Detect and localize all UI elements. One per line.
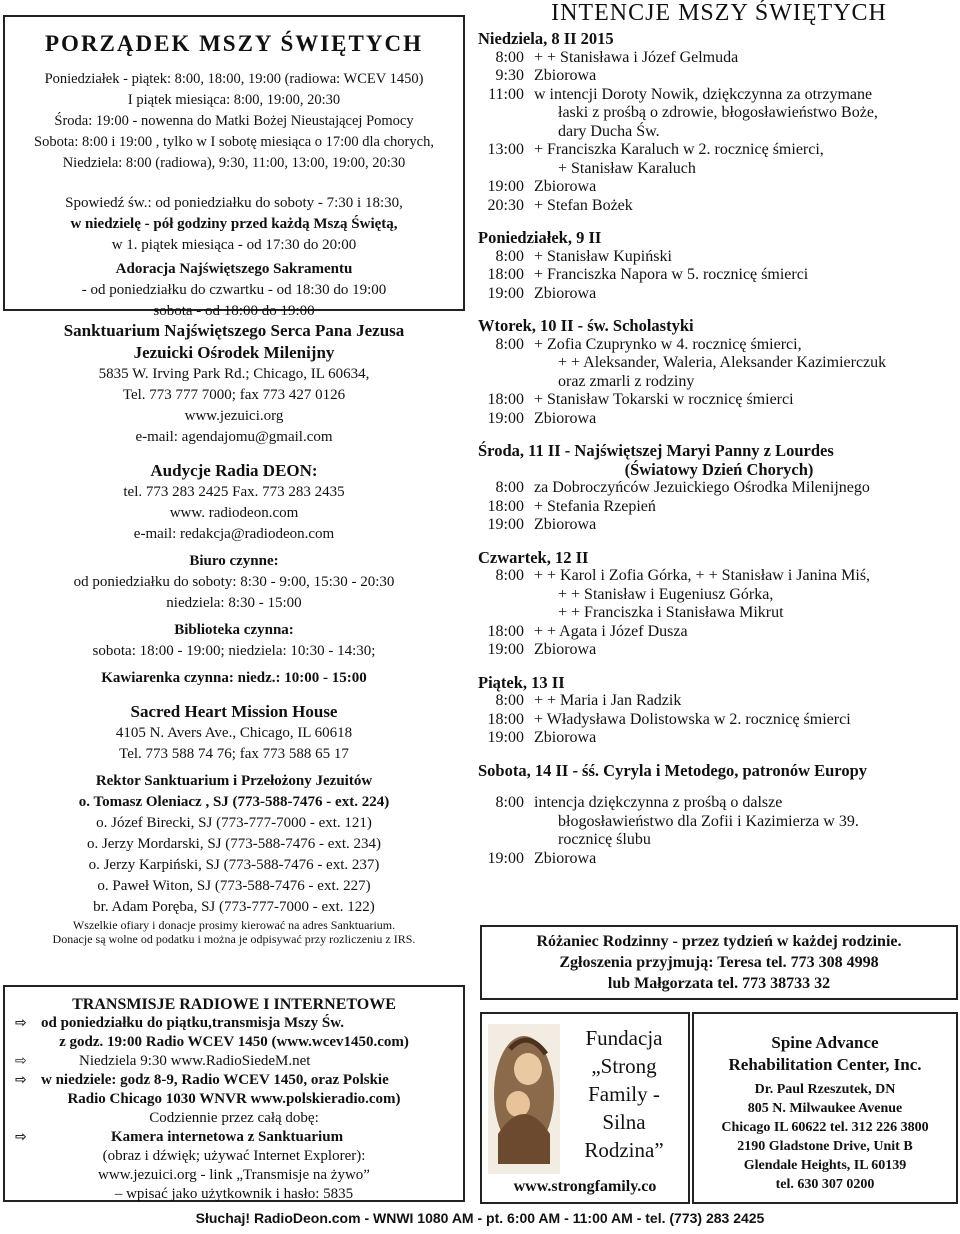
mass-intention-text: Zbiorowa <box>534 849 597 867</box>
broadcast-line: z godz. 19:00 Radio WCEV 1450 (www.wcev1450.com) <box>59 1034 409 1050</box>
mass-intention-text: + Władysława Dolistowska w 2. rocznicę śmierci <box>534 710 851 728</box>
broadcast-line: Radio Chicago 1030 WNVR www.polskieradio.com) <box>67 1091 401 1107</box>
broadcast-line: Niedziela 9:30 www.RadioSiedeM.net <box>79 1053 311 1069</box>
mass-intention-text: + Stefan Bożek <box>534 196 633 214</box>
mass-intention-continued: rocznicę ślubu <box>558 831 651 848</box>
mass-intention-text: + + Agata i Józef Dusza <box>534 622 688 640</box>
mass-time: 18:00 <box>487 391 524 408</box>
mass-intention <box>478 498 960 517</box>
mass-intention <box>478 623 960 642</box>
priest-line: br. Adam Poręba, SJ (773-777-7000 - ext. 122) <box>93 899 375 915</box>
schedule-line: Niedziela: 8:00 (radiowa), 9:30, 11:00, 13:00, 19:00, 20:30 <box>62 155 406 171</box>
adoration-schedule <box>5 259 463 322</box>
mass-time: 8:00 <box>495 794 524 811</box>
mass-time: 18:00 <box>487 266 524 283</box>
broadcast-box <box>3 985 465 1202</box>
rector-title: Rektor Sanktuarium i Przełożony Jezuitów <box>95 773 373 789</box>
mass-schedule-lines <box>5 69 463 174</box>
mass-time: 18:00 <box>487 622 524 640</box>
mass-intention <box>478 641 960 660</box>
confession-schedule <box>5 193 463 256</box>
mass-intention <box>478 141 960 160</box>
mass-time: 8:00 <box>495 692 524 709</box>
mass-intention-text: Zbiorowa <box>534 516 597 533</box>
adoration-title: Adoracja Najświętszego Sakramentu <box>115 261 353 277</box>
mass-intention-text: + Stanisław Kupiński <box>534 247 672 265</box>
mass-intention <box>478 516 960 535</box>
radio-website[interactable]: www. radiodeon.com <box>169 505 299 521</box>
priest-line: o. Jerzy Karpiński, SJ (773-588-7476 - ext. 237) <box>88 857 380 873</box>
intentions-list <box>478 30 960 868</box>
foundation-line: Fundacja <box>585 1026 663 1050</box>
day-subheading: (Światowy Dzień Chorych) <box>624 459 814 479</box>
library-hours: sobota: 18:00 - 19:00; niedziela: 10:30 - 14:30; <box>92 643 376 659</box>
confession-line: w 1. piątek miesiąca - od 17:30 do 20:00 <box>111 237 357 253</box>
sanctuary-name: Sanktuarium Najświętszego Serca Pana Jezusa <box>63 321 405 340</box>
day-heading: Poniedziałek, 9 II <box>478 228 602 247</box>
foundation-line: Rodzina” <box>584 1138 664 1162</box>
mass-intention-text: w intencji Doroty Nowik, dziękczynna za otrzymane <box>534 85 873 103</box>
day-heading: Niedziela, 8 II 2015 <box>478 29 614 48</box>
spine-line: Dr. Paul Rzeszutek, DN <box>754 1082 896 1097</box>
mass-intention <box>478 410 960 429</box>
schedule-line: I piątek miesiąca: 8:00, 19:00, 20:30 <box>127 92 341 108</box>
mass-intention-text: + Franciszka Napora w 5. rocznicę śmierci <box>534 266 809 283</box>
cafe-hours: Kawiarenka czynna: niedz.: 10:00 - 15:00 <box>101 670 367 686</box>
rosary-line: lub Małgorzata tel. 773 38733 32 <box>607 975 831 992</box>
rosary-box <box>480 925 958 1000</box>
mass-intention-text: za Dobroczyńców Jezuickiego Ośrodka Milenijnego <box>534 479 870 496</box>
foundation-text <box>560 1024 688 1164</box>
mass-intention-text: Zbiorowa <box>534 641 597 658</box>
mass-intention-text: + + Karol i Zofia Górka, + + Stanisław i Janina Miś, <box>534 567 871 584</box>
day-heading: Wtorek, 10 II - św. Scholastyki <box>478 316 694 335</box>
mass-intention <box>478 711 960 730</box>
office-hours-sunday: niedziela: 8:30 - 15:00 <box>166 595 302 611</box>
broadcast-line: w niedziele: godz 8-9, Radio WCEV 1450, oraz Polskie <box>41 1072 389 1088</box>
mass-intention-continued: błogosławieństwo dla Zofii i Kazimierza w 39. <box>558 812 859 830</box>
priest-line: o. Józef Birecki, SJ (773-777-7000 - ext. 121) <box>96 815 372 831</box>
mass-intention-continued: łaski z prośbą o zdrowie, błogosławieństwo Boże, <box>558 104 878 121</box>
mass-intention <box>478 285 960 304</box>
mass-intention <box>478 567 960 586</box>
mass-time: 8:00 <box>495 479 524 496</box>
spine-line: Spine Advance <box>771 1033 879 1052</box>
broadcast-line: – wpisać jako użytkownik i hasło: 5835 <box>114 1186 354 1202</box>
office-title: Biuro czynne: <box>189 553 279 569</box>
mass-intention-text: Zbiorowa <box>534 409 597 427</box>
mass-time: 9:30 <box>495 67 524 84</box>
mass-time: 19:00 <box>487 849 524 867</box>
schedule-line: Środa: 19:00 - nowenna do Matki Bożej Nieustającej Pomocy <box>54 113 414 129</box>
mass-intention-text: + Zofia Czuprynko w 4. rocznicę śmierci, <box>534 335 802 353</box>
library-title: Biblioteka czynna: <box>174 622 294 638</box>
mission-address: 4105 N. Avers Ave., Chicago, IL 60618 <box>115 725 353 741</box>
mass-intention-text: Zbiorowa <box>534 67 597 84</box>
spine-line: Chicago IL 60622 tel. 312 226 3800 <box>721 1120 929 1135</box>
mass-time: 18:00 <box>487 710 524 728</box>
arrow-right-icon: ⇨ <box>15 1129 27 1145</box>
mass-time: 19:00 <box>487 284 524 302</box>
mass-time: 8:00 <box>495 335 524 353</box>
mass-time: 11:00 <box>488 85 524 103</box>
confession-line: w niedzielę - pół godziny przed każdą Mszą Świętą, <box>70 216 398 232</box>
arrow-right-icon: ⇨ <box>15 1015 27 1031</box>
confession-line: Spowiedź św.: od poniedziałku do soboty - 7:30 i 18:30, <box>65 195 403 211</box>
foundation-line: Silna <box>602 1110 646 1134</box>
sanctuary-website[interactable]: www.jezuici.org <box>184 408 284 424</box>
mass-intention <box>478 67 960 86</box>
rosary-line: Różaniec Rodzinny - przez tydzień w każdej rodzinie. <box>536 933 902 950</box>
radio-email[interactable]: e-mail: redakcja@radiodeon.com <box>133 526 335 542</box>
mission-title: Sacred Heart Mission House <box>130 702 338 721</box>
mass-time: 19:00 <box>487 641 524 658</box>
schedule-line: Sobota: 8:00 i 19:00 , tylko w I sobotę miesiąca o 17:00 dla chorych, <box>34 134 434 150</box>
broadcast-title: TRANSMISJE RADIOWE I INTERNETOWE <box>72 996 396 1013</box>
mass-intention-text: Zbiorowa <box>534 729 597 746</box>
mass-intention-text: + + Maria i Jan Radzik <box>534 692 682 709</box>
mass-intention-continued: + + Aleksander, Waleria, Aleksander Kazimierczuk <box>558 354 887 371</box>
broadcast-line: od poniedziałku do piątku,transmisja Mszy Św. <box>41 1015 344 1031</box>
foundation-website[interactable]: www.strongfamily.co <box>513 1178 657 1195</box>
adoration-line: sobota - od 18:00 do 19:00 <box>153 303 315 319</box>
mass-time: 8:00 <box>495 567 524 584</box>
mass-time: 8:00 <box>495 247 524 265</box>
day-heading: Środa, 11 II - Najświętszej Maryi Panny z Lourdes <box>478 441 834 460</box>
foundation-line: Family - <box>588 1082 660 1106</box>
spine-line: Rehabilitation Center, Inc. <box>728 1055 922 1074</box>
mass-intention <box>478 479 960 498</box>
mass-intention <box>478 178 960 197</box>
spine-line: tel. 630 307 0200 <box>775 1177 875 1192</box>
arrow-right-icon: ⇨ <box>15 1072 27 1088</box>
mass-intention-continued: + + Stanisław i Eugeniusz Górka, <box>558 585 774 603</box>
rosary-line: Zgłoszenia przyjmują: Teresa tel. 773 308 4998 <box>559 954 879 971</box>
mass-intention-text: + Stefania Rzepień <box>534 497 656 515</box>
mass-intention-continued: + + Franciszka i Stanisława Mikrut <box>558 604 784 621</box>
mass-intention-text: Zbiorowa <box>534 284 597 302</box>
mass-time: 19:00 <box>487 178 524 195</box>
mass-intention-text: + + Stanisława i Józef Gelmuda <box>534 48 739 66</box>
mass-intention <box>478 86 960 105</box>
mass-intention-text: + Stanisław Tokarski w rocznicę śmierci <box>534 391 794 408</box>
donation-note: Wszelkie ofiary i donacje prosimy kierować na adres Sanktuarium. <box>72 918 396 932</box>
sanctuary-subname: Jezuicki Ośrodek Milenijny <box>133 343 335 362</box>
mass-schedule-box <box>3 15 465 319</box>
intentions-title: INTENCJE MSZY ŚWIĘTYCH <box>551 0 887 26</box>
mass-intention-text: intencja dziękczynna z prośbą o dalsze <box>534 794 783 811</box>
mass-intention <box>478 794 960 813</box>
sanctuary-email[interactable]: e-mail: agendajomu@gmail.com <box>135 429 333 445</box>
priest-line: o. Jerzy Mordarski, SJ (773-588-7476 - ext. 234) <box>86 836 382 852</box>
contact-section <box>3 320 465 946</box>
holy-family-image <box>488 1024 560 1174</box>
mass-time: 19:00 <box>487 409 524 427</box>
mass-time: 20:30 <box>487 196 524 214</box>
mass-intention <box>478 336 960 355</box>
footer: Słuchaj! RadioDeon.com - WNWI 1080 AM - pt. 6:00 AM - 11:00 AM - tel. (773) 283 2425 <box>195 1210 765 1226</box>
mission-phone: Tel. 773 588 74 76; fax 773 588 65 17 <box>119 746 349 762</box>
day-heading: Sobota, 14 II - śś. Cyryla i Metodego, patronów Europy <box>478 760 867 780</box>
mass-intention-text: + Franciszka Karaluch w 2. rocznicę śmierci, <box>534 141 824 158</box>
mass-time: 13:00 <box>487 141 524 158</box>
broadcast-line: Codziennie przez całą dobę: <box>149 1110 319 1126</box>
mass-time: 18:00 <box>487 497 524 515</box>
tax-note: Donacje są wolne od podatku i można je odpisywać przy rozliczeniu z IRS. <box>52 932 416 946</box>
mass-intention <box>478 850 960 869</box>
spine-line: Glendale Heights, IL 60139 <box>743 1158 907 1173</box>
mass-time: 8:00 <box>495 48 524 66</box>
mass-intention <box>478 266 960 285</box>
priest-line: o. Paweł Witon, SJ (773-588-7476 - ext. 227) <box>97 878 371 894</box>
mass-intention <box>478 248 960 267</box>
mass-time: 19:00 <box>487 516 524 533</box>
mass-intention <box>478 692 960 711</box>
spine-line: 2190 Gladstone Drive, Unit B <box>737 1139 913 1154</box>
mass-intention <box>478 197 960 216</box>
foundation-box <box>480 1012 690 1204</box>
spine-box <box>692 1012 958 1204</box>
day-heading: Piątek, 13 II <box>478 672 565 692</box>
mass-schedule-title: PORZĄDEK MSZY ŚWIĘTYCH <box>45 31 423 56</box>
radio-title: Audycje Radia DEON: <box>150 461 318 480</box>
arrow-right-icon: ⇨ <box>15 1053 27 1069</box>
broadcast-line: www.jezuici.org - link „Transmisje na żywo” <box>98 1167 370 1183</box>
radio-phone: tel. 773 283 2425 Fax. 773 283 2435 <box>123 484 345 500</box>
adoration-line: - od poniedziałku do czwartku - od 18:30 do 19:00 <box>81 282 387 298</box>
mass-intention <box>478 391 960 410</box>
day-heading: Czwartek, 12 II <box>478 547 589 567</box>
sanctuary-address: 5835 W. Irving Park Rd.; Chicago, IL 60634, <box>98 366 370 382</box>
mass-intention-continued: + Stanisław Karaluch <box>558 159 696 177</box>
mass-intention <box>478 729 960 748</box>
foundation-line: „Strong <box>591 1054 657 1078</box>
mass-time: 19:00 <box>487 729 524 746</box>
broadcast-line: Kamera internetowa z Sanktuarium <box>111 1129 344 1145</box>
mass-intention-continued: dary Ducha Św. <box>558 122 660 140</box>
mass-intention <box>478 49 960 68</box>
schedule-line: Poniedziałek - piątek: 8:00, 18:00, 19:00 (radiowa: WCEV 1450) <box>44 71 424 87</box>
mass-intention-text: Zbiorowa <box>534 178 597 195</box>
office-hours: od poniedziałku do soboty: 8:30 - 9:00, 15:30 - 20:30 <box>73 574 395 590</box>
broadcast-line: (obraz i dźwięk; używać Internet Explorer): <box>102 1148 366 1164</box>
rector-name: o. Tomasz Oleniacz , SJ (773-588-7476 - ext. 224) <box>78 794 390 810</box>
sanctuary-phone: Tel. 773 777 7000; fax 773 427 0126 <box>122 387 346 403</box>
spine-line: 805 N. Milwaukee Avenue <box>747 1101 903 1116</box>
mass-intention-continued: oraz zmarli z rodziny <box>558 372 695 390</box>
